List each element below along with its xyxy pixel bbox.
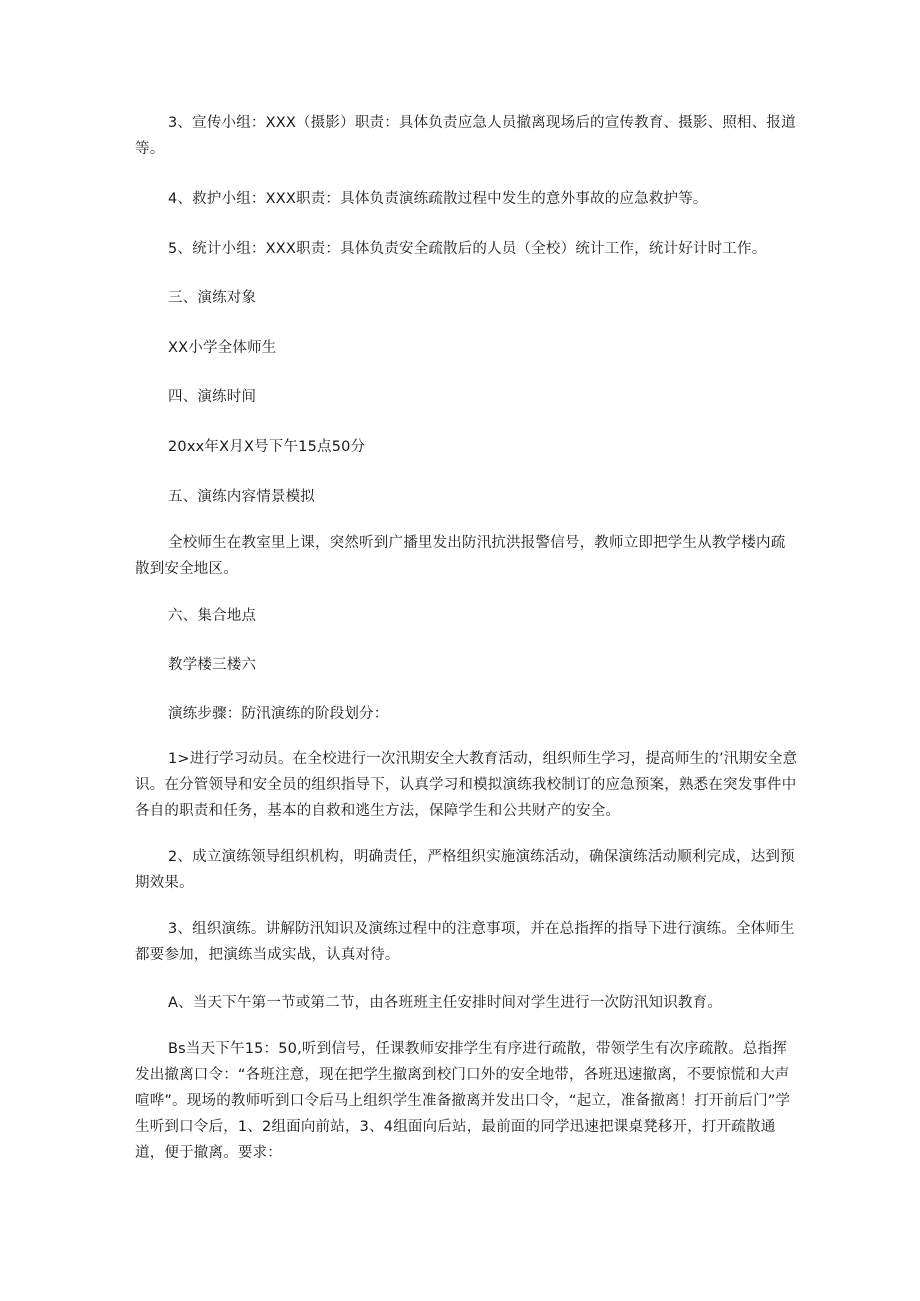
heading-assembly-point: 六、集合地点 (168, 608, 257, 624)
paragraph-item-b: Bs当天下午15：50,听到信号，任课教师安排学生有序进行疏散，带领学生有次序疏散。总指挥发出撤离口令：“各班注意，现在把学生撤离到校门口外的安全地带，各班迅速撤离，不要惊慌和大声喧哗”。现场的教师听到口令后马上组织学生准备撤离并发出口令，“起立，准备撤离！打开前后门”学生听到口令后，1、2组面向前站，3、4组面向后站，最前面的同学迅速把课桌凳移开，打开疏散通道，便于撤离。要求： (135, 1041, 791, 1161)
paragraph-step-1: 1>进行学习动员。在全校进行一次汛期安全大教育活动，组织师生学习，提高师生的’汛期安全意识。在分管领导和安全员的组织指导下，认真学习和模拟演练我校制订的应急预案，熟悉在突发事件中各自的职责和任务，基本的自救和逃生方法，保障学生和公共财产的安全。 (135, 751, 798, 819)
heading-drill-target: 三、演练对象 (168, 290, 257, 306)
paragraph-publicity-group: 3、宣传小组：XXX（摄影）职责：具体负责应急人员撤离现场后的宣传教育、摄影、照相、报道等。 (135, 115, 796, 157)
paragraph-step-2: 2、成立演练领导组织机构，明确责任，严格组织实施演练活动，确保演练活动顺利完成，达到预期效果。 (135, 849, 795, 891)
paragraph-drill-time: 20xx年X月X号下午15点50分 (168, 439, 366, 455)
heading-drill-time: 四、演练时间 (168, 389, 257, 405)
paragraph-scenario: 全校师生在教室里上课，突然听到广播里发出防汛抗洪报警信号，教师立即把学生从教学楼内疏散到安全地区。 (135, 535, 786, 577)
paragraph-item-a: A、当天下午第一节或第二节，由各班班主任安排时间对学生进行一次防汛知识教育。 (168, 995, 723, 1011)
paragraph-drill-target: XX小学全体师生 (168, 340, 277, 356)
paragraph-rescue-group: 4、救护小组：XXX职责：具体负责演练疏散过程中发生的意外事故的应急救护等。 (168, 191, 708, 207)
paragraph-drill-steps: 演练步骤：防汛演练的阶段划分： (168, 706, 389, 722)
heading-scenario: 五、演练内容情景模拟 (168, 489, 315, 505)
paragraph-step-3: 3、组织演练。讲解防汛知识及演练过程中的注意事项，并在总指挥的指导下进行演练。全体师生都要参加，把演练当成实战，认真对待。 (135, 921, 795, 963)
paragraph-assembly-point: 教学楼三楼六 (168, 657, 257, 673)
paragraph-statistics-group: 5、统计小组：XXX职责：具体负责安全疏散后的人员（全校）统计工作，统计好计时工作。 (168, 241, 767, 257)
